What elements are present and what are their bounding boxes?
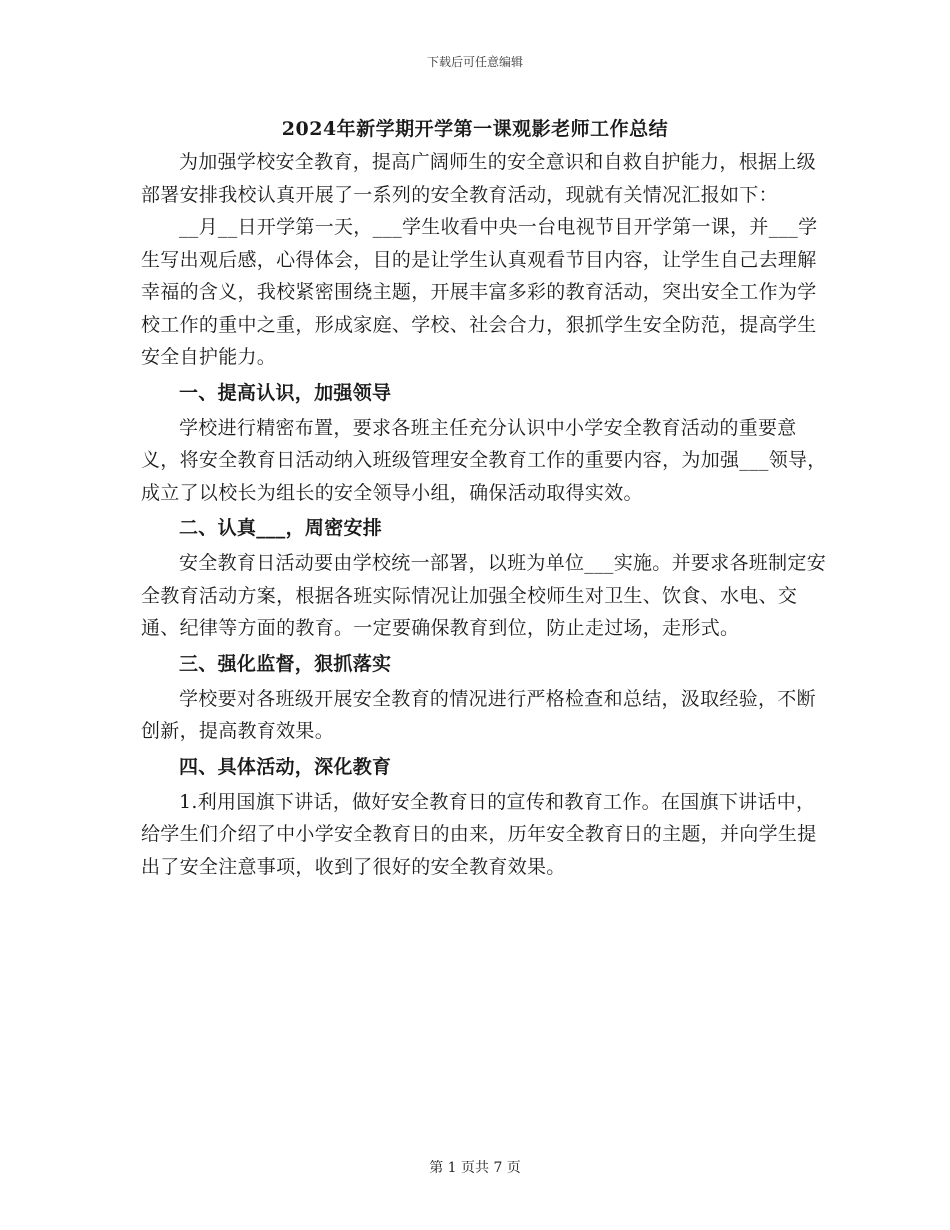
header-note: 下载后可任意编辑 [426, 55, 523, 69]
paragraph-section-4-item-1: 1.利用国旗下讲话，做好安全教育日的宣传和教育工作。在国旗下讲话中，给学生们介绍了中小学安全教育日的由来，历年安全教育日的主题，并向学生提出了安全注意事项，收到了很好的安全教育效果。 [141, 790, 817, 878]
section-heading-1: 一、提高认识，加强领导 [179, 381, 392, 404]
document-body [141, 146, 831, 883]
section-heading-4: 四、具体活动，深化教育 [179, 755, 392, 778]
page-footer: 第 1 页共 7 页 [429, 1160, 521, 1176]
paragraph-section-1: 学校进行精密布置，要求各班主任充分认识中小学安全教育活动的重要意义，将安全教育日活动纳入班级管理安全教育工作的重要内容，为加强___领导，成立了以校长为组长的安全领导小组，确保活动取得实效。 [141, 416, 827, 504]
paragraph-section-2: 安全教育日活动要由学校统一部署，以班为单位___实施。并要求各班制定安全教育活动方案，根据各班实际情况让加强全校师生对卫生、饮食、水电、交通、纪律等方面的教育。一定要确保教育到位，防止走过场，走形式。 [141, 552, 827, 639]
document-title: 2024年新学期开学第一课观影老师工作总结 [281, 118, 669, 140]
paragraph-section-3: 学校要对各班级开展安全教育的情况进行严格检查和总结，汲取经验，不断创新，提高教育效果。 [141, 687, 816, 742]
section-heading-3: 三、强化监督，狠抓落实 [179, 652, 392, 675]
paragraph-first-day: __月__日开学第一天，___学生收看中央一台电视节目开学第一课，并___学生写出观后感，心得体会，目的是让学生认真观看节目内容，让学生自己去理解幸福的含义，我校紧密围绕主题，开展丰富多彩的教育活动，突出安全工作为学校工作的重中之重，形成家庭、学校、社会合力，狠抓学生安全防范，提高学生安全自护能力。 [141, 216, 818, 368]
paragraph-intro: 为加强学校安全教育，提高广阔师生的安全意识和自救自护能力，根据上级部署安排我校认真开展了一系列的安全教育活动，现就有关情况汇报如下： [141, 151, 816, 206]
section-heading-2: 二、认真___，周密安排 [179, 517, 383, 539]
